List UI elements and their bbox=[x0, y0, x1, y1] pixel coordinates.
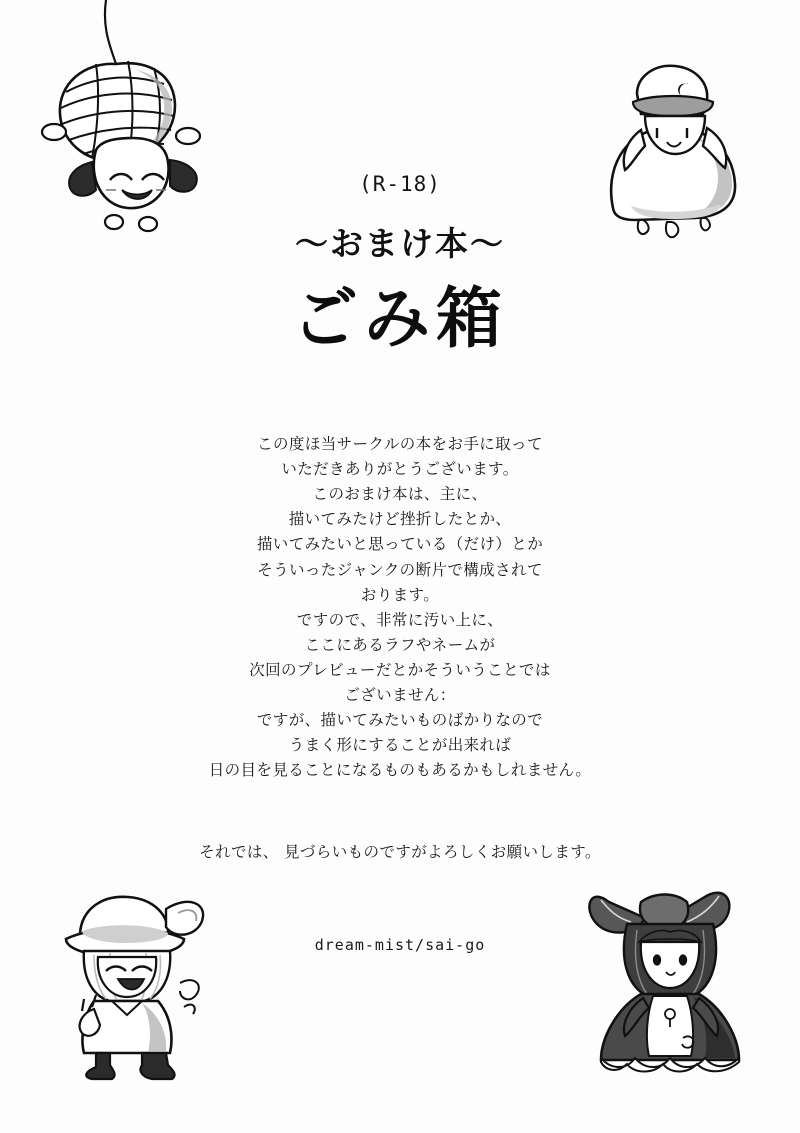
body-line: 次回のプレビューだとかそういうことでは bbox=[249, 660, 551, 679]
body-line: そういったジャンクの断片で構成されて bbox=[257, 560, 543, 579]
body-text bbox=[0, 432, 800, 784]
body-line: ございません： bbox=[344, 686, 456, 705]
closing-line: それでは、 見づらいものですがよろしくお願いします。 bbox=[199, 843, 601, 861]
body-line: 描いてみたけど挫折したとか、 bbox=[288, 510, 512, 529]
body-line: 日の目を見ることになるものもあるかもしれません。 bbox=[208, 761, 592, 780]
hat-girl-character-illustration bbox=[38, 875, 238, 1085]
bonnet-girl-character-illustration bbox=[575, 862, 775, 1082]
body-line: ですので、非常に汚い上に、 bbox=[296, 610, 504, 629]
rating-label: (R-18) bbox=[359, 172, 441, 196]
credit-text: dream-mist/sai-go bbox=[314, 936, 486, 954]
page-title: ごみ箱 bbox=[292, 280, 508, 357]
body-line: うまく形にすることが出来れば bbox=[288, 736, 512, 755]
subtitle-text: ～おまけ本～ bbox=[295, 224, 505, 263]
body-line: おります。 bbox=[360, 585, 440, 604]
body-line: 描いてみたいと思っている（だけ）とか bbox=[256, 535, 544, 554]
body-line: この度ほ当サークルの本をお手に取って bbox=[257, 435, 543, 453]
title-block bbox=[0, 172, 800, 356]
body-line: いただきありがとうございます。 bbox=[281, 460, 519, 479]
body-line: ここにあるラフやネームが bbox=[304, 635, 496, 654]
body-line: このおまけ本は、主に、 bbox=[312, 485, 488, 504]
body-line: ですが、描いてみたいものばかりなので bbox=[256, 711, 544, 730]
